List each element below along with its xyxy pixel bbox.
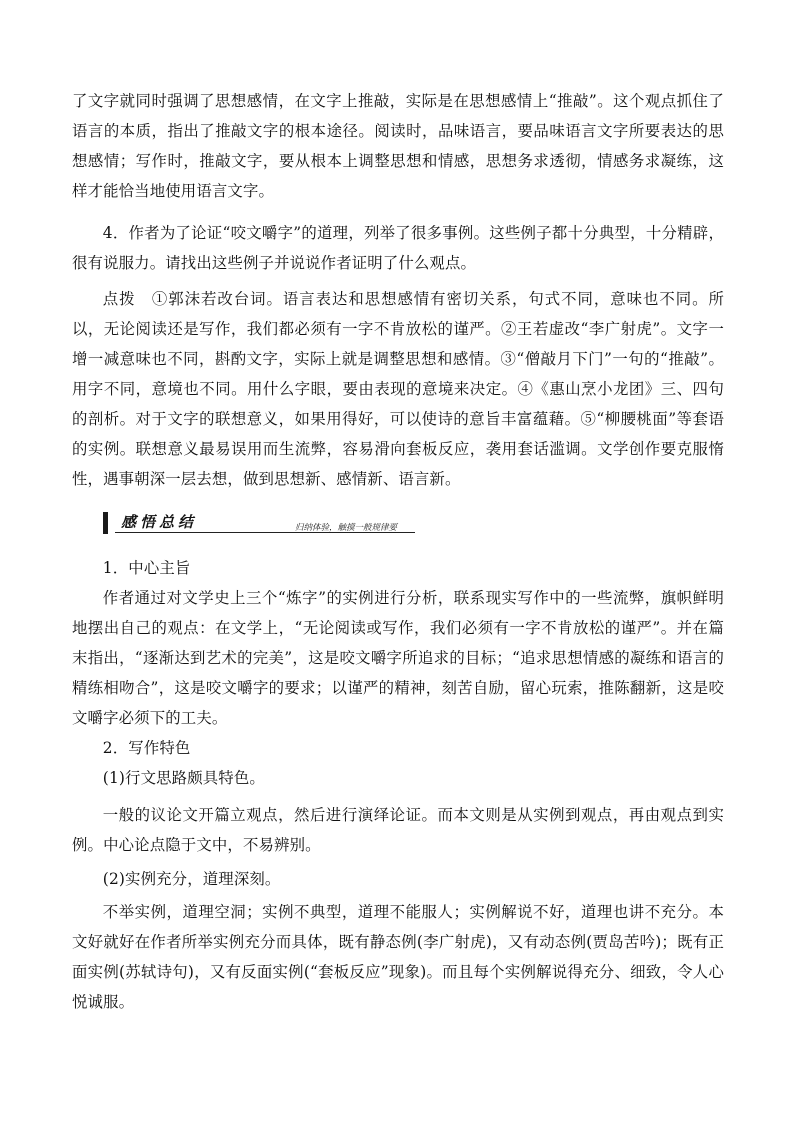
banner-bar-icon: [103, 512, 108, 534]
feature-1-text: 一般的议论文开篇立观点，然后进行演绎论证。而本文则是从实例到观点，再由观点到实例。中心论点隐于文中，不易辨别。: [72, 806, 724, 854]
banner-title: 感悟总结: [121, 513, 198, 531]
question-4: 4．作者为了论证“咬文嚼字”的道理，列举了很多事例。这些例子都十分典型，十分精辟，很有说服力。请找出这些例子并说说作者证明了什么观点。: [72, 224, 724, 272]
banner-tagline: 归纳体验，触摸一般规律要: [295, 523, 398, 533]
feature-2-title: (2)实例充分，道理深刻。: [102, 870, 281, 888]
feature-1-title: (1)行文思路颇具特色。: [102, 769, 265, 787]
paragraph-continuation: 了文字就同时强调了思想感情，在文字上推敲，实际是在思想感情上“推敲”。这个观点抓住了语言的本质，指出了推敲文字的根本途径。阅读时，品味语言，要品味语言文字所要表达的思想感情；写作时，推敲文字，要从根本上调整思想和情感，思想务求透彻，情感务求凝练，这样才能恰当地使用语言文字。: [72, 92, 724, 200]
feature-2-text: 不举实例，道理空洞；实例不典型，道理不能服人；实例解说不好，道理也讲不充分。本文好就好在作者所举实例充分而具体，既有静态例(李广射虎)，又有动态例(贾岛苦吟)；既有正面实例(苏轼诗句)，又有反面实例(“套板反应”现象)。而且每个实例解说得充分、细致，令人心悦诚服。: [72, 903, 724, 1011]
central-theme-text: 作者通过对文学史上三个“炼字”的实例进行分析，联系现实写作中的一些流弊，旗帜鲜明地摆出自己的观点：在文学上，“无论阅读或写作，我们必须有一字不肯放松的谨严”。并在篇末指出，“逐渐达到艺术的完美”，这是咬文嚼字所追求的目标；“追求思想情感的凝练和语言的精练相吻合”，这是咬文嚼字的要求；以谨严的精神，刻苦自励，留心玩索，推陈翻新，这是咬文嚼字必须下的工夫。: [72, 589, 724, 727]
section-banner: [103, 508, 415, 538]
heading-writing-features: 2．写作特色: [102, 739, 191, 757]
heading-central-theme: 1．中心主旨: [102, 559, 191, 577]
hint-paragraph: 点拨 ①郭沫若改台词。语言表达和思想感情有密切关系，句式不同，意味也不同。所以，无论阅读还是写作，我们都必须有一字不肯放松的谨严。②王若虚改“李广射虎”。文字一增一减意味也不同，斟酌文字，实际上就是调整思想和感情。③“僧敲月下门”一句的“推敲”。用字不同，意境也不同。用什么字眼，要由表现的意境来决定。④《惠山烹小龙团》三、四句的剖析。对于文字的联想意义，如果用得好，可以使诗的意旨丰富蕴藉。⑤“柳腰桃面”等套语的实例。联想意义最易误用而生流弊，容易滑向套板反应，袭用套话滥调。文学创作要克服惰性，遇事朝深一层去想，做到思想新、感情新、语言新。: [72, 290, 724, 488]
